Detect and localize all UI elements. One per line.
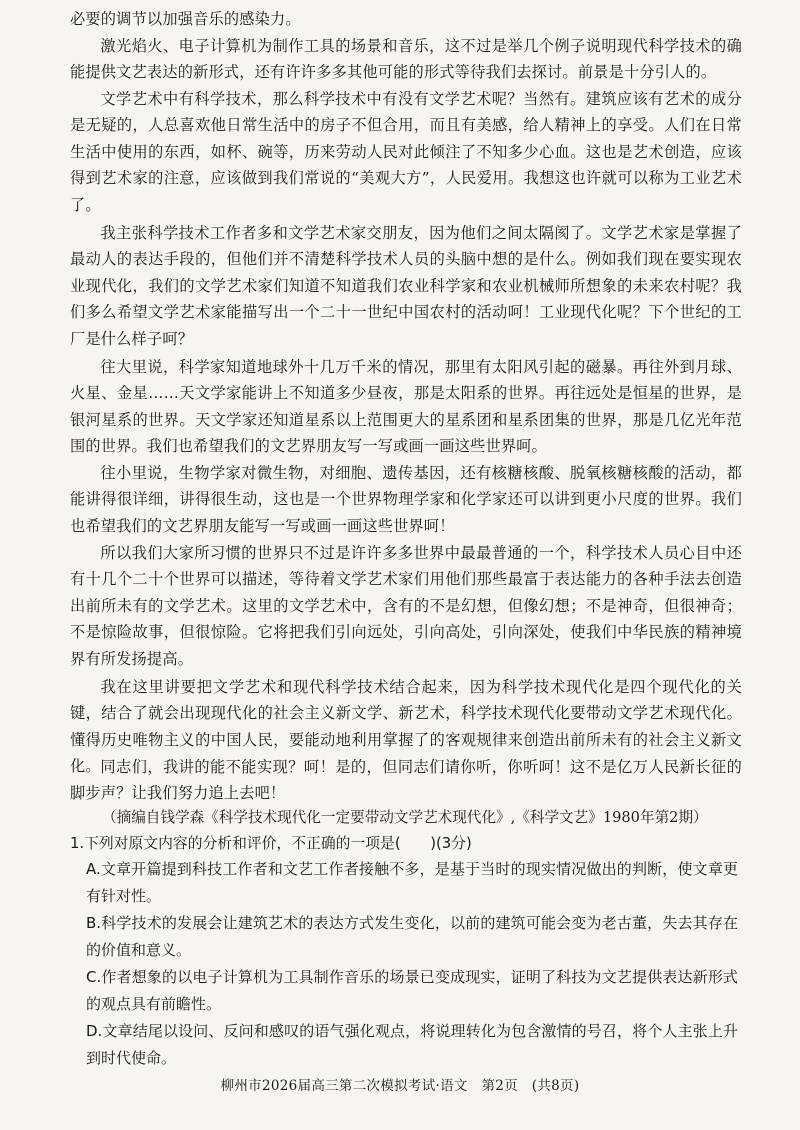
article-source: （摘编自钱学森《科学技术现代化一定要带动文学艺术现代化》,《科学文艺》1980年第2期） [102, 809, 708, 826]
article-paragraph-3: 文学艺术中有科学技术，那么科学技术中有没有文学艺术呢？当然有。建筑应该有艺术的成分是无疑的，人总喜欢他日常生活中的房子不但合用，而且有美感，给人精神上的享受。人们在日常生活中使用的东西，如杯、碗等，历来劳动人民对此倾注了不知多少心血。这也是艺术创造，应该得到艺术家的注意，应该做到我们常说的“美观大方”，人民爱用。我想这也许就可以称为工业艺术了。 [70, 90, 742, 214]
article-paragraph-2: 激光焰火、电子计算机为制作工具的场景和音乐，这不过是举几个例子说明现代科学技术的确能提供文艺表达的新形式，还有许许多多其他可能的形式等待我们去探讨。前景是十分引人的。 [70, 37, 742, 82]
question-stem: 1.下列对原文内容的分析和评价，不正确的一项是( )(3分) [70, 835, 472, 852]
article-paragraph-8: 我在这里讲要把文学艺术和现代科学技术结合起来，因为科学技术现代化是四个现代化的关键，结合了就会出现现代化的社会主义新文学、新艺术，科学技术现代化要带动文学艺术现代化。懂得历史唯物主义的中国人民，要能动地利用掌握了的客观规律来创造出前所未有的社会主义新文化。 [70, 678, 742, 776]
option-d: D.文章结尾以设问、反问和感叹的语气强化观点，将说理转化为包含激情的号召，将个人主张上升到时代使命。 [86, 1022, 738, 1067]
article-paragraph-7: 所以我们大家所习惯的世界只不过是许许多多世界中最最普通的一个，科学技术人员心目中还有十几个二十个世界可以描述，等待着文学艺术家们用他们那些最富于表达能力的各种手法去创造出前所未有的文学艺术。这里的文学艺术中，含有的不是幻想，但像幻想；不是神奇，但很神奇；不是惊险故事，但很惊险。它将把我们引向远处，引向高处，引向深处，使我们中华民族的精神境界有所发扬提高。 [70, 544, 742, 668]
article-paragraph-1: 必要的调节以加强音乐的感染力。 [70, 10, 301, 28]
article-paragraph-5: 往大里说，科学家知道地球外十几万千米的情况，那里有太阳风引起的磁暴。再往外到月球、火星、金星……天文学家能讲上不知道多少昼夜，那是太阳系的世界。再往远处是恒星的世界，是银河星系的世界。天文学家还知道星系以上范围更大的星系团和星系团集的世界，那是几亿光年范围的世界。我们也希望我们的文艺界朋友写一写或画一画这些世界呵。 [70, 358, 742, 456]
option-c: C.作者想象的以电子计算机为工具制作音乐的场景已变成现实，证明了科技为文艺提供表达新形式的观点具有前瞻性。 [86, 968, 738, 1013]
option-a: A.文章开篇提到科技工作者和文艺工作者接触不多，是基于当时的现实情况做出的判断，使文章更有针对性。 [86, 860, 738, 905]
article-paragraph-6: 往小里说，生物学家对微生物，对细胞、遗传基因，还有核糖核酸、脱氧核糖核酸的活动，都能讲得很详细，讲得很生动，这也是一个世界物理学家和化学家还可以讲到更小尺度的世界。我们也希望我们的文艺界朋友能写一写或画一画这些世界呵！ [70, 464, 742, 535]
article-paragraph-4: 我主张科学技术工作者多和文学艺术家交朋友，因为他们之间太隔阂了。文学艺术家是掌握了最动人的表达手段的，但他们并不清楚科学技术人员的头脑中想的是什么。例如我们现在要实现农业现代化，我们的文学艺术家们知道不知道我们农业科学家和农业机械师所想象的未来农村呢？我们多么希望文学艺术家能描写出一个二十一世纪中国农村的活动呵！工业现代化呢？下个世纪的工厂是什么样子呵？ [70, 224, 742, 348]
page-footer: 柳州市2026届高三第二次模拟考试·语文 第2页 (共8页) [220, 1078, 580, 1094]
option-b: B.科学技术的发展会让建筑艺术的表达方式发生变化，以前的建筑可能会变为老古董，失去其存在的价值和意义。 [86, 914, 738, 959]
article-paragraph-9: 同志们，我讲的能不能实现？呵！是的，但同志们请你听，你听呵！这不是亿万人民新长征的脚步声？让我们努力追上去吧！ [70, 758, 742, 803]
